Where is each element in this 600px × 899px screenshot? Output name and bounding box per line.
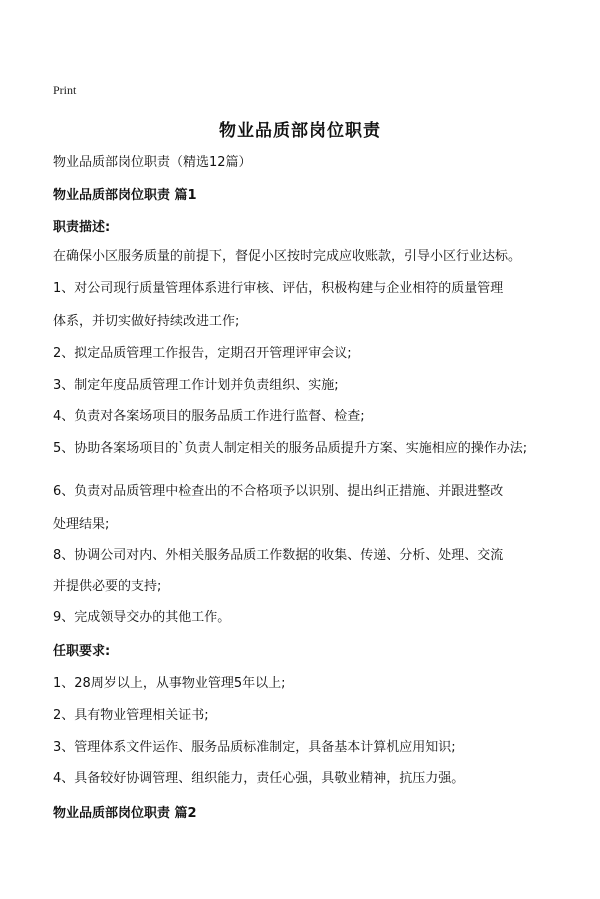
requirement-line: 4、具备较好协调管理、组织能力，责任心强，具敬业精神，抗压力强。 bbox=[53, 771, 465, 786]
duty-line: 9、完成领导交办的其他工作。 bbox=[53, 610, 231, 625]
section-heading-2: 物业品质部岗位职责 篇2 bbox=[53, 806, 197, 821]
duty-line: 3、制定年度品质管理工作计划并负责组织、实施; bbox=[53, 378, 339, 393]
duty-line: 体系，并切实做好持续改进工作; bbox=[53, 314, 240, 329]
requirement-line: 1、28周岁以上，从事物业管理5年以上; bbox=[53, 676, 286, 691]
duty-line: 1、对公司现行质量管理体系进行审核、评估，积极构建与企业相符的质量管理 bbox=[53, 281, 504, 296]
duties-heading: 职责描述: bbox=[53, 220, 111, 235]
section-heading-1: 物业品质部岗位职责 篇1 bbox=[53, 188, 197, 203]
requirement-line: 2、具有物业管理相关证书; bbox=[53, 708, 209, 723]
print-label: Print bbox=[53, 83, 77, 97]
duty-line: 4、负责对各案场项目的服务品质工作进行监督、检查; bbox=[53, 409, 365, 424]
duty-line: 8、协调公司对内、外相关服务品质工作数据的收集、传递、分析、处理、交流 bbox=[53, 548, 504, 563]
document-title: 物业品质部岗位职责 bbox=[219, 121, 381, 141]
requirements-heading: 任职要求: bbox=[53, 644, 111, 659]
requirement-line: 3、管理体系文件运作、服务品质标准制定，具备基本计算机应用知识; bbox=[53, 740, 456, 755]
document-subtitle: 物业品质部岗位职责（精选12篇） bbox=[53, 155, 252, 170]
duty-line: 并提供必要的支持; bbox=[53, 579, 162, 594]
duty-line: 6、负责对品质管理中检查出的不合格项予以识别、提出纠正措施、并跟进整改 bbox=[53, 484, 504, 499]
duty-line: 2、拟定品质管理工作报告，定期召开管理评审会议; bbox=[53, 346, 352, 361]
duties-intro: 在确保小区服务质量的前提下，督促小区按时完成应收账款，引导小区行业达标。 bbox=[53, 249, 522, 264]
duty-line: 处理结果; bbox=[53, 517, 110, 532]
duty-line: 5、协助各案场项目的`负责人制定相关的服务品质提升方案、实施相应的操作办法; bbox=[53, 441, 528, 456]
